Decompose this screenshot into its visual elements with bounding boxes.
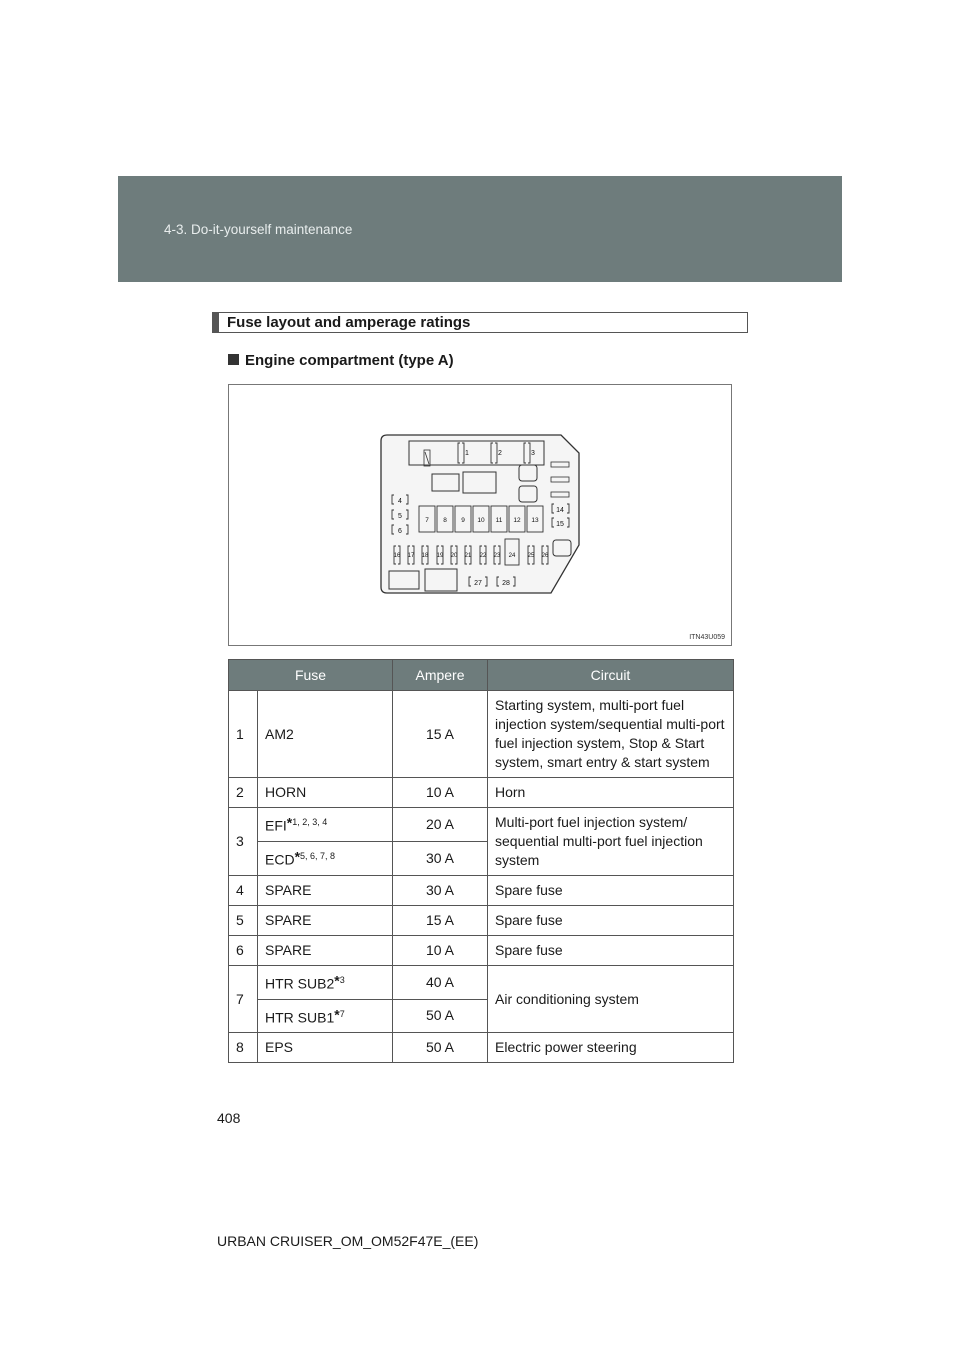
fuse-ampere: 50 A [393, 999, 488, 1033]
page-number: 408 [217, 1110, 241, 1126]
table-row [229, 1033, 734, 1063]
asterisk-icon: * [334, 1006, 340, 1023]
fuse-name-text: HTR SUB1 [265, 1009, 335, 1026]
fuse-ampere: 40 A [393, 966, 488, 1000]
footnote-ref: 7 [339, 1008, 345, 1019]
fuse-label-22: 22 [479, 553, 487, 559]
header-bar [118, 176, 842, 282]
fuse-ampere: 30 A [393, 876, 488, 906]
diagram-code: ITN43U059 [689, 634, 725, 641]
fuse-label-24: 24 [508, 553, 516, 559]
fuse-label-3: 3 [531, 450, 535, 457]
fuse-number: 5 [229, 906, 258, 936]
fuse-label-2: 2 [498, 450, 502, 457]
fuse-ampere: 10 A [393, 778, 488, 808]
fuse-number: 6 [229, 936, 258, 966]
fuse-ampere: 15 A [393, 906, 488, 936]
fuse-label-1: 1 [465, 450, 469, 457]
fuse-label-11: 11 [495, 517, 503, 524]
fuse-circuit: Electric power steering [488, 1033, 734, 1063]
fuse-circuit: Spare fuse [488, 906, 734, 936]
fuse-label-17: 17 [407, 553, 415, 559]
subheading-text: Engine compartment (type A) [245, 352, 454, 369]
fuse-name: EPS [258, 1033, 393, 1063]
fuse-label-20: 20 [450, 553, 458, 559]
fuse-label-18: 18 [421, 553, 429, 559]
fuse-label-14: 14 [556, 507, 564, 514]
fuse-ampere: 30 A [393, 842, 488, 876]
fuse-name [258, 999, 393, 1033]
fuse-name [258, 842, 393, 876]
fuse-table [228, 659, 734, 1063]
fuse-label-25: 25 [527, 553, 535, 559]
section-title: 4-3. Do-it-yourself maintenance [164, 222, 353, 237]
fuse-label-9: 9 [461, 517, 465, 524]
fuse-ampere: 50 A [393, 1033, 488, 1063]
fuse-number: 1 [229, 691, 258, 778]
table-row [229, 966, 734, 1000]
footnote-ref: 1, 2, 3, 4 [292, 817, 328, 828]
fuse-circuit: Horn [488, 778, 734, 808]
fuse-name: SPARE [258, 936, 393, 966]
fuse-label-21: 21 [464, 553, 472, 559]
fuse-label-10: 10 [477, 517, 485, 524]
header-circuit: Circuit [488, 660, 734, 691]
square-bullet-icon [228, 354, 239, 365]
table-row [229, 936, 734, 966]
asterisk-icon: * [294, 848, 301, 865]
footnote-ref: 5, 6, 7, 8 [300, 851, 336, 862]
fuse-box-diagram [228, 384, 732, 646]
table-row [229, 778, 734, 808]
fuse-name-text: HTR SUB2 [265, 975, 335, 992]
table-row [229, 808, 734, 842]
fuse-name [258, 808, 393, 842]
fuse-label-26: 26 [541, 553, 549, 559]
fuse-circuit: Starting system, multi-port fuel injection system/sequential multi-port fuel injection system, Stop & Start system, smart entry & start system [488, 691, 734, 778]
fuse-number: 7 [229, 966, 258, 1033]
table-row [229, 876, 734, 906]
fuse-label-4: 4 [398, 498, 402, 505]
fuse-label-6: 6 [398, 528, 402, 535]
header-ampere: Ampere [393, 660, 488, 691]
fuse-label-15: 15 [556, 521, 564, 528]
fuse-label-7: 7 [425, 517, 429, 524]
fuse-name: AM2 [258, 691, 393, 778]
heading-tab [213, 313, 219, 332]
fuse-number: 3 [229, 808, 258, 876]
asterisk-icon: * [286, 814, 293, 831]
fuse-name-text: ECD [265, 851, 295, 868]
fuse-label-13: 13 [531, 517, 539, 524]
fuse-box-illustration [229, 385, 731, 645]
fuse-ampere: 10 A [393, 936, 488, 966]
table-row [229, 691, 734, 778]
heading-box [212, 312, 748, 333]
fuse-ampere: 15 A [393, 691, 488, 778]
fuse-number: 4 [229, 876, 258, 906]
header-fuse: Fuse [229, 660, 393, 691]
table-row [229, 906, 734, 936]
fuse-label-23: 23 [493, 553, 501, 559]
fuse-label-12: 12 [513, 517, 521, 524]
table-header-row [229, 660, 734, 691]
footer-text: URBAN CRUISER_OM_OM52F47E_(EE) [217, 1233, 479, 1249]
fuse-label-16: 16 [393, 553, 401, 559]
footnote-ref: 3 [339, 975, 345, 985]
fuse-box-outline [381, 435, 579, 593]
fuse-circuit: Multi-port fuel injection system/ sequential multi-port fuel injection system [488, 808, 734, 876]
fuse-name-text: EFI [265, 817, 287, 834]
fuse-label-8: 8 [443, 517, 447, 524]
fuse-name: SPARE [258, 876, 393, 906]
fuse-name [258, 966, 393, 1000]
fuse-name: HORN [258, 778, 393, 808]
fuse-label-28: 28 [502, 580, 510, 587]
subheading [228, 352, 454, 369]
asterisk-icon: * [334, 972, 340, 989]
fuse-number: 8 [229, 1033, 258, 1063]
heading-text: Fuse layout and amperage ratings [227, 314, 471, 331]
fuse-circuit: Air conditioning system [488, 966, 734, 1033]
fuse-circuit: Spare fuse [488, 936, 734, 966]
fuse-circuit: Spare fuse [488, 876, 734, 906]
fuse-name: SPARE [258, 906, 393, 936]
fuse-label-27: 27 [474, 580, 482, 587]
fuse-label-19: 19 [436, 553, 444, 559]
fuse-number: 2 [229, 778, 258, 808]
fuse-label-5: 5 [398, 513, 402, 520]
fuse-ampere: 20 A [393, 808, 488, 842]
